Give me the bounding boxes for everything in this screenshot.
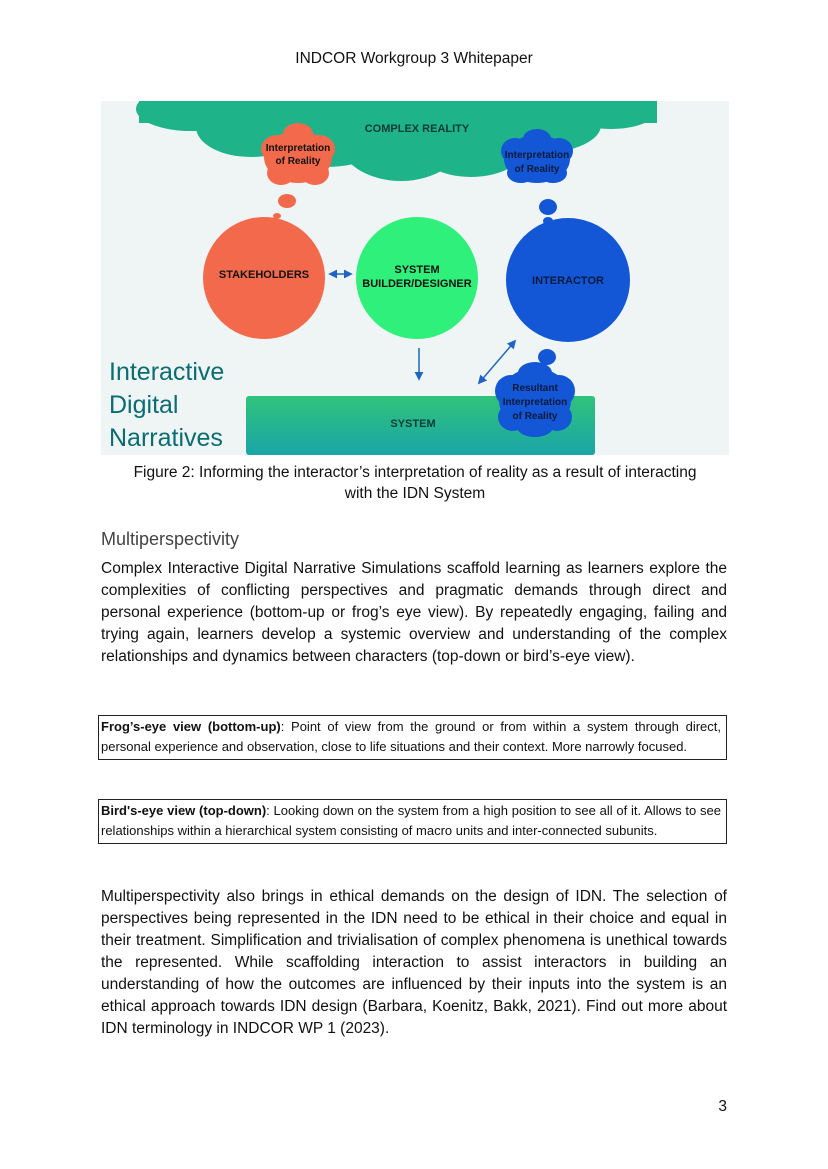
bird-eye-definition-box xyxy=(98,799,727,844)
system-label: SYSTEM xyxy=(390,418,436,430)
idn-diagram xyxy=(101,101,729,455)
page-number: 3 xyxy=(718,1098,727,1115)
idn-title-line1: Interactive xyxy=(109,358,225,386)
interpretation-right-line1: Interpretation xyxy=(504,150,570,161)
page-header: INDCOR Workgroup 3 Whitepaper xyxy=(295,50,533,67)
bird-eye-term: Bird's-eye view (top-down) xyxy=(101,803,267,818)
complex-reality-label: COMPLEX REALITY xyxy=(364,123,470,135)
resultant-line2: Interpretation xyxy=(502,397,568,408)
frog-eye-text: : Point of view from the ground or from within a system through direct, personal experience and observation, close to life situations and their context. More narrowly focused. xyxy=(101,719,721,754)
frog-eye-term: Frog’s-eye view (bottom-up) xyxy=(101,719,281,734)
builder-label-line2: BUILDER/DESIGNER xyxy=(362,278,472,290)
builder-label-line1: SYSTEM xyxy=(394,264,440,276)
figure-caption xyxy=(101,462,729,504)
interactor-label: INTERACTOR xyxy=(532,275,604,287)
caption-line1: Figure 2: Informing the interactor’s interpretation of reality as a result of interacting xyxy=(133,464,697,481)
idn-figure xyxy=(101,101,729,455)
interpretation-right-line2: of Reality xyxy=(514,164,560,175)
resultant-line1: Resultant xyxy=(512,383,558,394)
paragraph-1: Complex Interactive Digital Narrative Simulations scaffold learning as learners explore the complexities of conflicting perspectives and pragmatic demands through direct and personal experience (bottom-up or frog’s eye view). By repeatedly engaging, failing and trying again, learners develop a systemic overview and understanding of the complex relationships and dynamics between characters (top-down or bird’s-eye view). xyxy=(101,560,727,665)
resultant-line3: of Reality xyxy=(512,411,558,422)
idn-title-line3: Narratives xyxy=(109,424,223,452)
frog-eye-definition-box xyxy=(98,715,727,760)
bird-eye-text: : Looking down on the system from a high position to see all of it. Allows to see relationships within a hierarchical system consisting of macro units and inter-connected subunits. xyxy=(101,803,721,838)
idn-title-line2: Digital xyxy=(109,391,179,419)
section-title: Multiperspectivity xyxy=(101,529,240,549)
paragraph-2: Multiperspectivity also brings in ethical demands on the design of IDN. The selection of perspectives being represented in the IDN need to be ethical in their choice and equal in their treatment. Simplification and trivialisation of complex phenomena is unethical towards the represented. While scaffolding interaction to assist interactors in building an understanding of how the outcomes are influenced by their inputs into the system is an ethical approach towards IDN design (Barbara, Koenitz, Bakk, 2021). Find out more about IDN terminology in INDCOR WP 1 (2023). xyxy=(101,888,727,1037)
interpretation-left-line2: of Reality xyxy=(275,156,321,167)
stakeholders-label: STAKEHOLDERS xyxy=(218,269,310,281)
interpretation-left-line1: Interpretation xyxy=(265,143,331,154)
caption-line2: with the IDN System xyxy=(344,485,486,502)
